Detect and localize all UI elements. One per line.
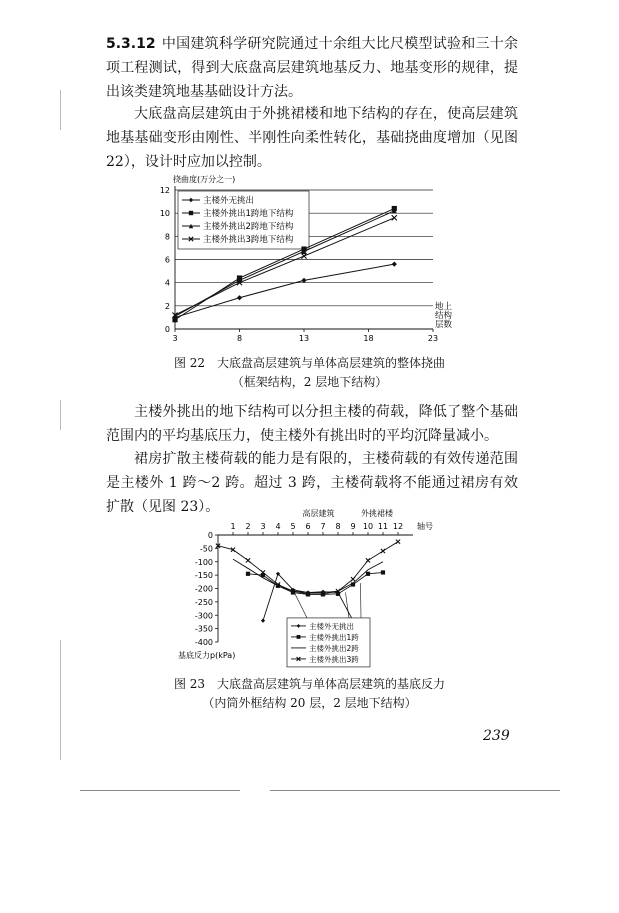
x-tick-label: 6 [305,522,311,531]
data-point [301,278,306,283]
binding-mark [60,90,61,130]
x-tick-label: 8 [236,334,243,343]
bottom-rule [80,790,240,791]
x-tick-label: 18 [363,334,374,343]
series-line [263,574,353,621]
legend-label: 主楼外挑出3跨地下结构 [203,235,294,245]
binding-mark [60,400,61,430]
y-tick-label: 0 [164,325,170,334]
data-point [246,572,250,576]
section-number: 5.3.12 [106,36,156,52]
y-tick-label: -250 [194,597,213,607]
paragraph-3: 主楼外挑出的地下结构可以分担主楼的荷载，降低了整个基础范围内的平均基底压力，使主楼外有挑出时的平均沉降量减小。 [106,404,518,444]
data-point [381,549,385,553]
y-tick-label: 6 [164,255,170,265]
figure-22-caption: 图 22 大底盘高层建筑与单体高层建筑的整体挠曲 [173,356,446,370]
paragraph-4: 裙房扩散主楼荷载的能力是有限的，主楼荷载的有效传递范围是主楼外 1 跨～2 跨。超过 3 跨，主楼荷载将不能通过裙房有效扩散（见图 23）。 [106,451,518,515]
series-line [248,572,383,594]
y-tick-label: -300 [194,611,213,621]
x-axis-label: 结构 [435,310,453,321]
figure-23-subcaption: （内筒外框结构 20 层，2 层地下结构） [202,696,417,710]
figure-23-chart [170,508,450,674]
x-tick-label: 13 [298,334,310,343]
series-line [175,264,394,317]
y-tick-label: 10 [159,209,170,219]
y-tick-label: -50 [199,544,213,554]
legend-label: 主楼外无挑出 [309,621,354,631]
y-axis-label: 挠曲度(万分之一) [173,175,236,184]
fig22-plot [160,174,453,343]
y-tick-label: -100 [194,557,213,567]
data-point [381,570,385,574]
fig23-plot [178,508,433,667]
legend-label: 主楼外挑出2跨 [309,643,359,653]
y-tick-label: -150 [194,571,213,581]
data-point [301,253,306,258]
x-tick-label: 4 [275,522,281,531]
x-axis-label: 轴号 [417,522,433,531]
legend-label: 主楼外无挑出 [203,196,255,206]
y-tick-label: 2 [164,301,170,311]
series-1 [172,262,397,320]
x-tick-label: 7 [320,522,326,531]
data-point [392,262,397,267]
series-1 [261,572,355,623]
data-point [246,558,250,562]
x-tick-label: 12 [392,522,404,531]
data-point [261,619,265,623]
figure-22-chart [140,174,460,346]
legend-label: 主楼外挑出2跨地下结构 [203,222,294,232]
paragraph-2: 大底盘高层建筑由于外挑裙楼和地下结构的存在，使高层建筑地基基础变形由刚性、半刚性向柔性转化，基础挠曲度增加（见图 22），设计时应加以控制。 [106,106,518,170]
header-label-podium: 外挑裙楼 [361,509,393,518]
legend [178,191,309,249]
x-tick-label: 5 [290,522,296,531]
data-point [396,540,400,544]
y-tick-label: 12 [159,186,170,195]
page-number: 239 [483,728,510,744]
x-axis-label: 地上 [435,301,453,312]
x-tick-label: 3 [260,522,266,531]
paragraph-5-3-12 [106,32,518,104]
y-tick-label: 4 [164,278,170,288]
data-point [366,572,370,576]
y-axis-label: 基底反力p(kPa) [178,651,236,660]
data-point [366,558,370,562]
x-tick-label: 11 [377,522,389,531]
leader-line [346,593,350,618]
header-label-tower: 高层建筑 [302,509,335,518]
data-point [392,215,397,220]
x-tick-label: 8 [335,522,341,531]
x-tick-label: 1 [230,522,236,531]
x-tick-label: 10 [362,522,374,531]
x-tick-label: 23 [427,334,439,343]
legend-marker [189,211,193,215]
leader-line [361,583,362,618]
figure-22-subcaption: （框架结构，2 层地下结构） [231,375,388,389]
data-point [237,295,242,300]
x-axis-label: 层数 [435,319,453,330]
paragraph-text: 中国建筑科学研究院通过十余组大比尺模型试验和三十余项工程测试，得到大底盘高层建筑地基反力、地基变形的规律，提出该类建筑地基基础设计方法。 [106,36,518,100]
legend-label: 主楼外挑出1跨地下结构 [203,209,294,219]
legend [287,618,370,667]
y-tick-label: -350 [194,624,213,634]
x-tick-label: 3 [172,334,178,343]
y-tick-label: -200 [194,584,213,594]
legend-label: 主楼外挑出3跨 [309,654,359,664]
data-point [351,577,355,581]
y-tick-label: 8 [164,232,170,242]
y-tick-label: 0 [207,531,213,540]
legend-marker [297,635,301,639]
figure-23-caption: 图 23 大底盘高层建筑与单体高层建筑的基底反力 [173,677,446,691]
x-tick-label: 9 [350,522,356,531]
bottom-rule [270,790,560,791]
legend-label: 主楼外挑出1跨 [309,632,359,642]
y-tick-label: -400 [194,638,213,647]
x-tick-label: 2 [245,522,251,531]
